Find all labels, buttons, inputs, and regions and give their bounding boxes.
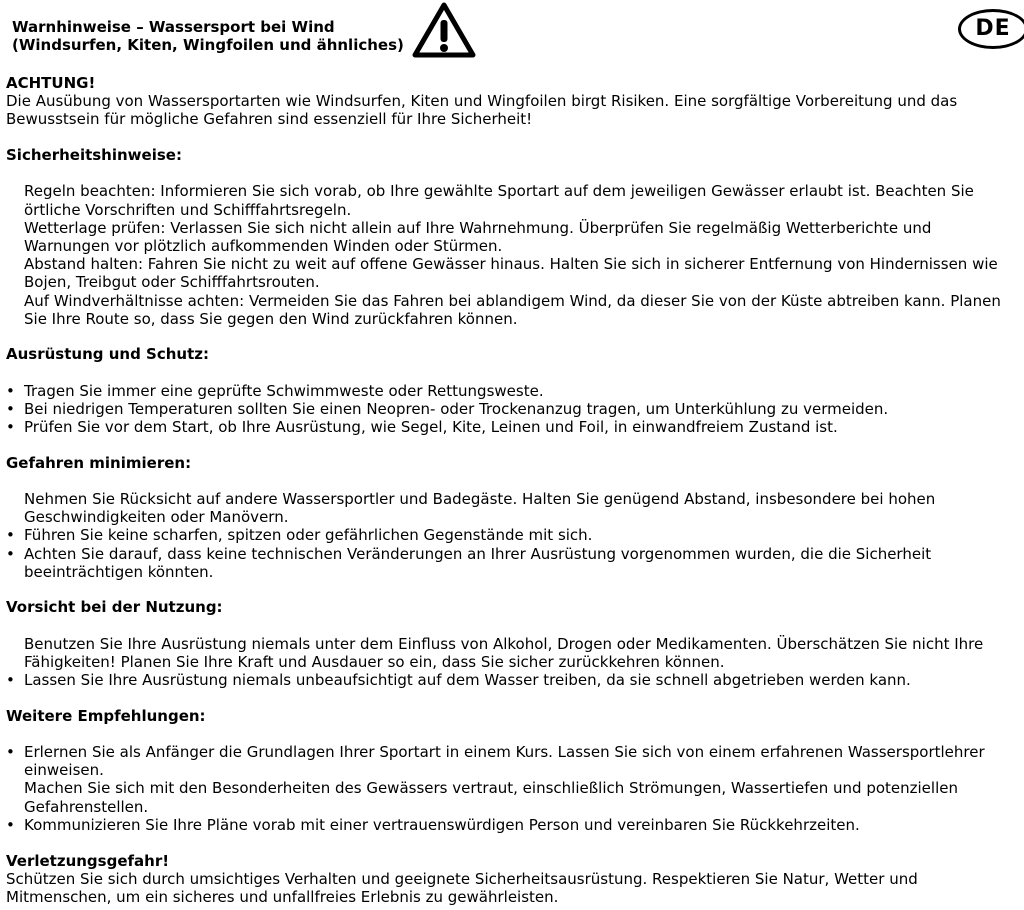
section-text: Schützen Sie sich durch umsichtiges Verhalten und geeignete Sicherheitsausrüstung. Respektieren Sie Natur, Wetter und Mitmenschen, um ein sicheres und unfallfreies Erlebnis zu gewährleisten. bbox=[6, 869, 918, 906]
list-item: Wetterlage prüfen: Verlassen Sie sich nicht allein auf Ihre Wahrnehmung. Überprüfen Sie regelmäßig Wetterberichte und Warnungen vor plötzlich aufkommenden Winden oder Stürmen. bbox=[24, 218, 932, 255]
usage-list bbox=[6, 635, 1018, 690]
warning-triangle-icon bbox=[411, 1, 477, 59]
list-item: Auf Windverhältnisse achten: Vermeiden Sie das Fahren bei ablandigem Wind, da dieser Sie von der Küste abtreiben kann. Planen Sie Ihre Route so, dass Sie gegen den Wind zurückfahren können. bbox=[24, 291, 1001, 328]
section-heading: Weitere Empfehlungen: bbox=[6, 706, 206, 725]
list-item: • Bei niedrigen Temperaturen sollten Sie einen Neopren- oder Trockenanzug tragen, um Unterkühlung zu vermeiden. bbox=[6, 400, 1018, 418]
section-ausruestung bbox=[6, 345, 1018, 436]
list-item: Machen Sie sich mit den Besonderheiten des Gewässers vertraut, einschließlich Strömungen, Wassertiefen und potenziellen Gefahrenstellen. bbox=[24, 779, 958, 816]
document-header bbox=[6, 0, 1018, 74]
list-item: • Führen Sie keine scharfen, spitzen oder gefährlichen Gegenstände mit sich. bbox=[6, 526, 1018, 544]
list-item: Nehmen Sie Rücksicht auf andere Wassersportler und Badegäste. Halten Sie genügend Abstand, insbesondere bei hohen Geschwindigkeiten oder Manövern. bbox=[24, 489, 936, 527]
section-heading: Ausrüstung und Schutz: bbox=[6, 345, 209, 364]
section-text: Die Ausübung von Wassersportarten wie Windsurfen, Kiten und Wingfoilen birgt Risiken. Eine sorgfältige Vorbereitung und das Bewusstsein für mögliche Gefahren sind essenziell für Ihre Sicherheit! bbox=[6, 92, 958, 129]
title-line-2: (Windsurfen, Kiten, Wingfoilen und ähnliches) bbox=[12, 36, 404, 55]
title-line-1: Warnhinweise – Wassersport bei Wind bbox=[12, 18, 335, 36]
list-item: • Achten Sie darauf, dass keine technischen Veränderungen an Ihrer Ausrüstung vorgenommen wurden, die die Sicherheit beeinträchtigen könnten. bbox=[6, 545, 1018, 581]
section-heading: Sicherheitshinweise: bbox=[6, 146, 182, 165]
section-heading: Vorsicht bei der Nutzung: bbox=[6, 598, 223, 617]
document-title bbox=[12, 18, 404, 55]
list-item: • Erlernen Sie als Anfänger die Grundlagen Ihrer Sportart in einem Kurs. Lassen Sie sich von einem erfahrenen Wassersportlehrer einweisen. bbox=[6, 743, 1018, 779]
list-item: • Tragen Sie immer eine geprüfte Schwimmweste oder Rettungsweste. bbox=[6, 382, 1018, 400]
section-achtung bbox=[6, 74, 1018, 129]
language-badge: DE bbox=[958, 9, 1024, 49]
list-item: Benutzen Sie Ihre Ausrüstung niemals unter dem Einfluss von Alkohol, Drogen oder Medikamenten. Überschätzen Sie nicht Ihre Fähigkeiten! Planen Sie Ihre Kraft und Ausdauer so ein, dass Sie sicher zurückkehren können. bbox=[24, 634, 984, 671]
list-item: Regeln beachten: Informieren Sie sich vorab, ob Ihre gewählte Sportart auf dem jeweiligen Gewässer erlaubt ist. Beachten Sie örtliche Vorschriften und Schifffahrtsregeln. bbox=[24, 182, 974, 219]
section-sicherheitshinweise bbox=[6, 146, 1018, 328]
hazard-list bbox=[6, 490, 1018, 581]
section-heading: Gefahren minimieren: bbox=[6, 453, 192, 472]
list-item: • Prüfen Sie vor dem Start, ob Ihre Ausrüstung, wie Segel, Kite, Leinen und Foil, in einwandfreiem Zustand ist. bbox=[6, 418, 1018, 436]
section-gefahren bbox=[6, 454, 1018, 581]
list-item: • Lassen Sie Ihre Ausrüstung niemals unbeaufsichtigt auf dem Wasser treiben, da sie schnell abgetrieben werden kann. bbox=[6, 671, 1018, 689]
section-empfehlungen bbox=[6, 707, 1018, 834]
section-heading: ACHTUNG! bbox=[6, 74, 96, 92]
section-vorsicht bbox=[6, 598, 1018, 689]
section-heading: Verletzungsgefahr! bbox=[6, 851, 170, 870]
list-item: • Kommunizieren Sie Ihre Pläne vorab mit einer vertrauenswürdigen Person und vereinbaren Sie Rückkehrzeiten. bbox=[6, 816, 1018, 834]
list-item: Abstand halten: Fahren Sie nicht zu weit auf offene Gewässer hinaus. Halten Sie sich in sicherer Entfernung von Hindernissen wie Bojen, Treibgut oder Schifffahrtsrouten. bbox=[24, 255, 998, 292]
section-verletzung bbox=[6, 852, 1018, 907]
equipment-list bbox=[6, 382, 1018, 437]
safety-list bbox=[6, 182, 1018, 328]
recommendation-list bbox=[6, 743, 1018, 834]
